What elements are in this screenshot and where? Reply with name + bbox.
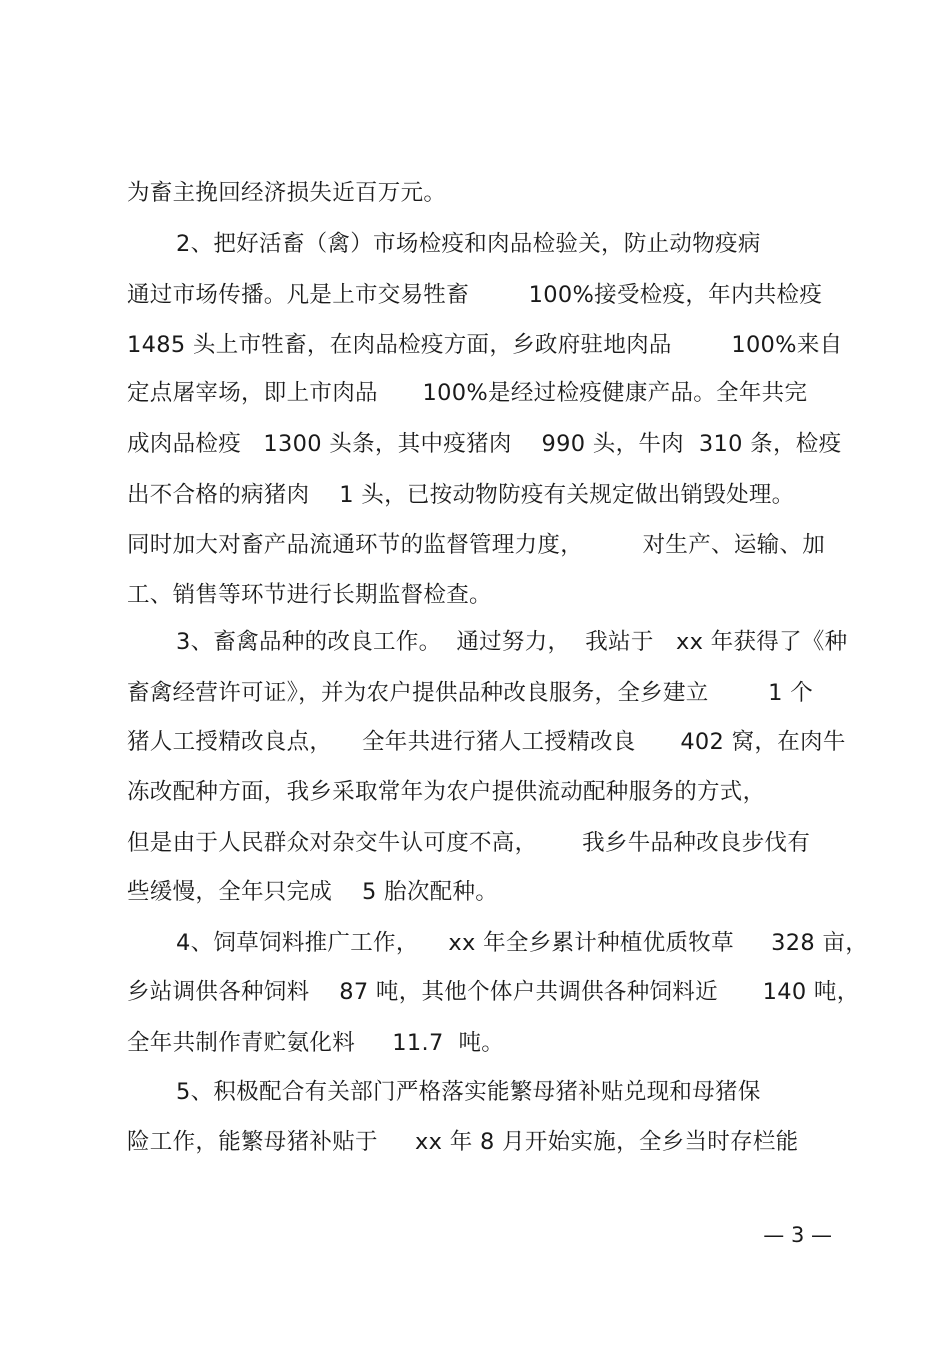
text-line: 全年共制作青贮氨化料 11.7 吨。 — [127, 1030, 505, 1056]
text-line: 出不合格的病猪肉 1 头，已按动物防疫有关规定做出销毁处理。 — [127, 482, 795, 508]
text-line: 定点屠宰场，即上市肉品 100%是经过检疫健康产品。全年共完 — [127, 380, 808, 406]
text-line: 工、销售等环节进行长期监督检查。 — [127, 582, 492, 608]
text-line: 冻改配种方面，我乡采取常年为农户提供流动配种服务的方式， — [127, 779, 766, 805]
text-line: 猪人工授精改良点， 全年共进行猪人工授精改良 402 窝，在肉牛 — [127, 729, 846, 755]
text-line: 畜禽经营许可证》，并为农户提供品种改良服务，全乡建立 1 个 — [127, 680, 814, 706]
text-line: 但是由于人民群众对杂交牛认可度不高， 我乡牛品种改良步伐有 — [127, 830, 811, 856]
text-line: 乡站调供各种饲料 87 吨，其他个体户共调供各种饲料近 140 吨， — [127, 979, 860, 1005]
text-line: 为畜主挽回经济损失近百万元。 — [127, 180, 447, 206]
paragraph-start-line: 5、积极配合有关部门严格落实能繁母猪补贴兑现和母猪保 — [176, 1079, 761, 1105]
text-line: 些缓慢，全年只完成 5 胎次配种。 — [127, 879, 499, 905]
paragraph-start-line: 4、饲草饲料推广工作， xx 年全乡累计种植优质牧草 328 亩， — [176, 930, 869, 956]
paragraph-start-line: 2、把好活畜（禽）市场检疫和肉品检验关，防止动物疫病 — [176, 231, 761, 257]
page-number: — 3 — — [763, 1223, 832, 1247]
text-line: 同时加大对畜产品流通环节的监督管理力度， 对生产、运输、加 — [127, 532, 826, 558]
paragraph-start-line: 3、畜禽品种的改良工作。 通过努力， 我站于 xx 年获得了《种 — [176, 629, 848, 655]
text-line: 1485 头上市牲畜，在肉品检疫方面，乡政府驻地肉品 100%来自 — [127, 332, 843, 358]
text-line: 险工作，能繁母猪补贴于 xx 年 8 月开始实施，全乡当时存栏能 — [127, 1129, 799, 1155]
text-line: 通过市场传播。凡是上市交易牲畜 100%接受检疫，年内共检疫 — [127, 282, 823, 308]
text-line: 成肉品检疫 1300 头条，其中疫猪肉 990 头，牛肉 310 条，检疫 — [127, 431, 842, 457]
